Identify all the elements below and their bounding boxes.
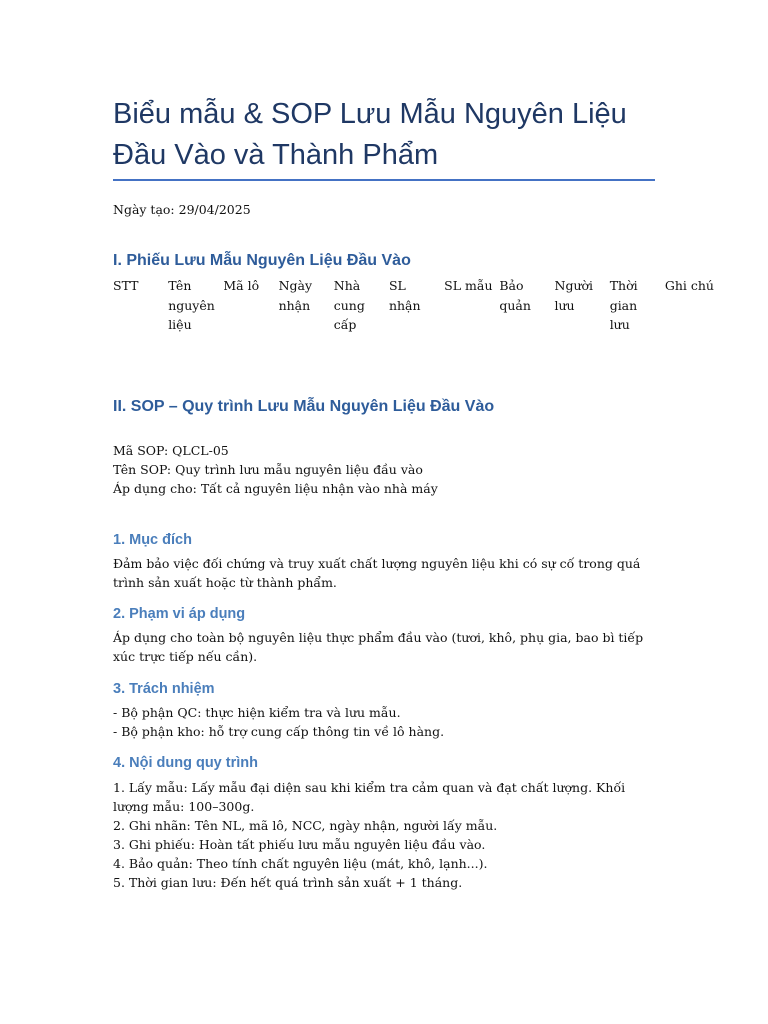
scope-heading: 2. Phạm vi áp dụng [113,606,246,622]
list-item: 4. Bảo quản: Theo tính chất nguyên liệu (mát, khô, lạnh...). [113,856,488,871]
sop-info [113,441,658,498]
section-1-heading: I. Phiếu Lưu Mẫu Nguyên Liệu Đầu Vào [113,252,411,269]
scope-text: Áp dụng cho toàn bộ nguyên liệu thực phẩm đầu vào (tươi, khô, phụ gia, bao bì tiếp xúc trực tiếp nếu cần). [113,630,644,664]
list-item: 3. Ghi phiếu: Hoàn tất phiếu lưu mẫu nguyên liệu đầu vào. [113,837,486,852]
table-header-cell: Thời gian lưu [609,278,638,332]
table-header-cell: Ngày nhận [278,278,313,313]
responsibility-list [113,703,658,741]
title-divider [113,179,655,181]
created-date: Ngày tạo: 29/04/2025 [113,202,251,217]
list-item: - Bộ phận kho: hỗ trợ cung cấp thông tin về lô hàng. [113,724,445,739]
table-header-cell: Tên nguyên liệu [168,278,215,332]
list-item: - Bộ phận QC: thực hiện kiểm tra và lưu mẫu. [113,705,401,720]
responsibility-heading: 3. Trách nhiệm [113,681,215,697]
table-header-row [113,276,720,335]
procedure-heading: 4. Nội dung quy trình [113,755,258,771]
purpose-text-block [113,554,658,592]
document-title: Biểu mẫu & SOP Lưu Mẫu Nguyên Liệu Đầu Vào và Thành Phẩm [113,98,627,171]
purpose-text: Đảm bảo việc đối chứng và truy xuất chất lượng nguyên liệu khi có sự cố trong quá trình sản xuất hoặc từ thành phẩm. [113,556,641,590]
list-item: 2. Ghi nhãn: Tên NL, mã lô, NCC, ngày nhận, người lấy mẫu. [113,818,498,833]
table-header-cell: SL nhận [388,278,421,313]
sop-code: Mã SOP: QLCL-05 [113,443,229,458]
purpose-heading: 1. Mục đích [113,532,192,548]
procedure-steps [113,778,658,892]
section-2-heading: II. SOP – Quy trình Lưu Mẫu Nguyên Liệu Đầu Vào [113,398,495,415]
sop-name: Tên SOP: Quy trình lưu mẫu nguyên liệu đầu vào [113,462,423,477]
table-header-cell: Bảo quản [499,278,531,313]
table-header-cell: Mã lô [223,278,260,293]
list-item: 5. Thời gian lưu: Đến hết quá trình sản xuất + 1 tháng. [113,875,463,890]
sample-log-table [113,276,720,335]
list-item: 1. Lấy mẫu: Lấy mẫu đại diện sau khi kiểm tra cảm quan và đạt chất lượng. Khối lượng mẫu: 100–300g. [113,780,626,814]
table-header-cell: Người lưu [554,278,594,313]
table-header-cell: SL mẫu [444,278,493,293]
table-header-cell: Nhà cung cấp [333,278,365,332]
table-header-cell: STT [113,278,139,293]
scope-text-block [113,628,658,666]
table-header-cell: Ghi chú [664,278,714,293]
sop-applies-to: Áp dụng cho: Tất cả nguyên liệu nhận vào nhà máy [113,481,438,496]
